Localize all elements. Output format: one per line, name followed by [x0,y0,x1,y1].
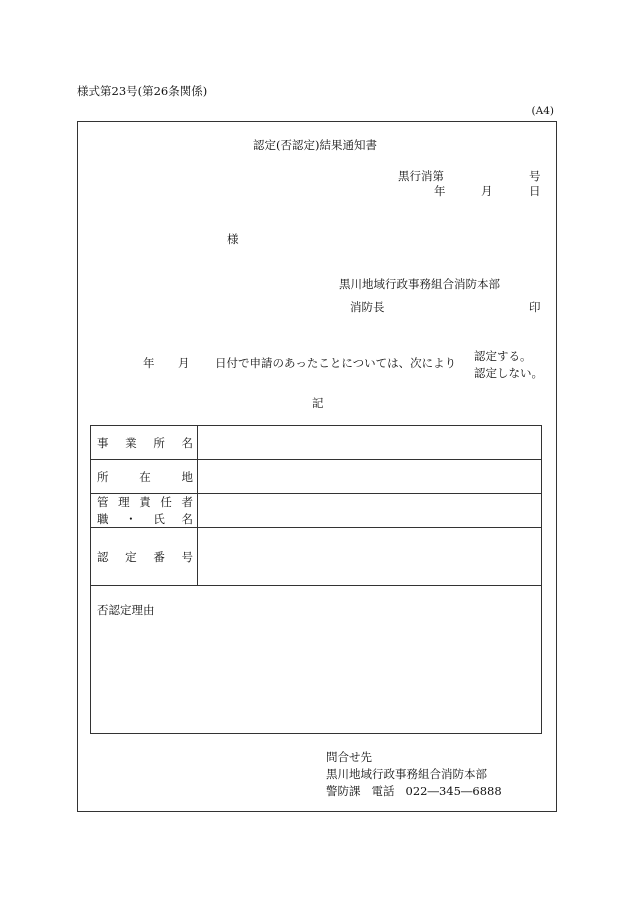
cert-number-field[interactable] [198,528,542,586]
contact-department: 警防課 [326,784,361,798]
document-title: 認定(否認定)結果通知書 [253,138,377,152]
addressee-suffix: 様 [227,232,239,246]
date-year: 年 [434,184,446,198]
contact-organization: 黒川地域行政事務組合消防本部 [326,767,487,781]
reason-label: 否認定理由 [97,603,155,618]
manager-label: 管 理 責 任 者 職 ・ 氏 名 [91,494,198,528]
form-number: 様式第23号(第26条関係) [77,84,208,98]
table-row [91,586,542,734]
table-row [91,460,542,494]
body-month: 月 [178,356,190,370]
doc-ref-prefix: 黒行消第 [398,169,444,183]
cert-number-label: 認 定 番 号 [91,528,198,586]
date-day: 日 [529,184,541,198]
location-field[interactable] [198,460,542,494]
body-option-deny: 認定しない。 [474,366,543,380]
table-row [91,426,542,460]
details-table [90,425,542,734]
manager-field[interactable] [198,494,542,528]
date-month: 月 [481,184,493,198]
business-name-label: 事 業 所 名 [91,426,198,460]
body-year: 年 [143,356,155,370]
issuer-position: 消防長 [350,300,385,314]
table-row [91,494,542,528]
issuer-organization: 黒川地域行政事務組合消防本部 [339,277,500,291]
note-heading: 記 [312,396,324,410]
paper-size: (A4) [531,105,554,117]
business-name-field[interactable] [198,426,542,460]
body-option-certify: 認定する。 [474,349,532,363]
contact-phone: 022―345―6888 [405,784,502,798]
table-row [91,528,542,586]
issuer-seal: 印 [529,300,541,314]
location-label: 所 在 地 [91,460,198,494]
body-text: 日付で申請のあったことについては、次により [215,356,457,370]
contact-phone-line [326,786,502,798]
contact-phone-label: 電話 [371,784,395,798]
doc-ref-suffix: 号 [529,169,541,183]
document-frame [77,121,557,812]
reason-field[interactable] [91,586,542,734]
contact-heading: 問合せ先 [326,750,372,764]
